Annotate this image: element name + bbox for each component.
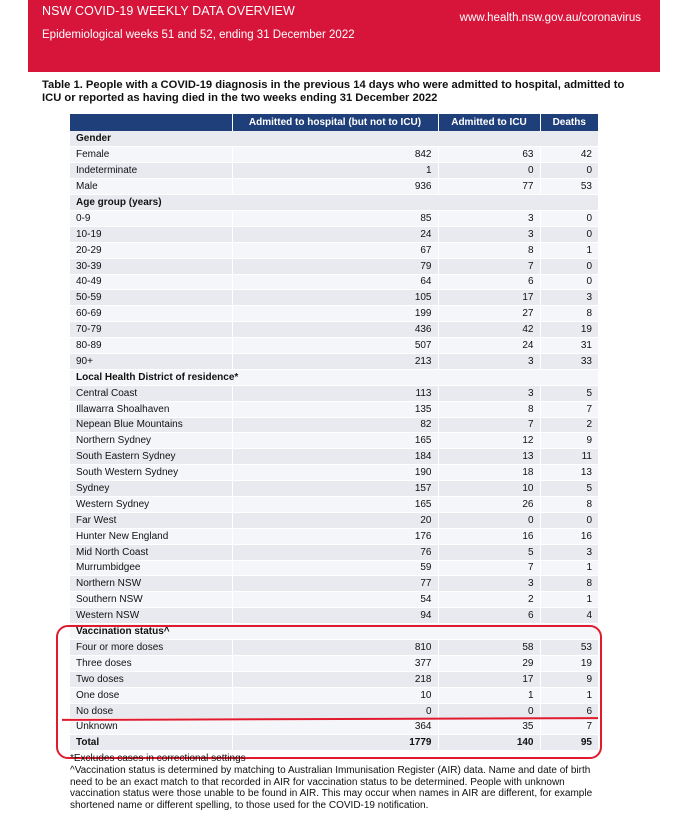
cell-icu: 8: [438, 401, 540, 417]
row-label: Two doses: [70, 671, 232, 687]
row-label: 80-89: [70, 338, 232, 354]
cell-hospital: 364: [232, 719, 438, 735]
cell-deaths: 8: [540, 306, 598, 322]
cell-deaths: 0: [540, 226, 598, 242]
cell-icu: 6: [438, 608, 540, 624]
cell-icu: 3: [438, 353, 540, 369]
row-label: Four or more doses: [70, 640, 232, 656]
row-label: 40-49: [70, 274, 232, 290]
table-total-row: [70, 735, 598, 751]
table-row: [70, 719, 598, 735]
cell-icu: 0: [438, 703, 540, 719]
table-row: [70, 306, 598, 322]
cell-deaths: 7: [540, 719, 598, 735]
column-header-hospital: Admitted to hospital (but not to ICU): [232, 114, 438, 131]
column-header-category: [70, 114, 232, 131]
table-row: [70, 560, 598, 576]
cell-deaths: 4: [540, 608, 598, 624]
row-label: Total: [70, 735, 232, 751]
row-label: Three doses: [70, 655, 232, 671]
row-label: Southern NSW: [70, 592, 232, 608]
table-row: [70, 210, 598, 226]
cell-hospital: 165: [232, 433, 438, 449]
cell-hospital: 82: [232, 417, 438, 433]
table-row: [70, 338, 598, 354]
table-section-row: [70, 369, 598, 385]
cell-hospital: 218: [232, 671, 438, 687]
table-section-row: [70, 131, 598, 147]
row-label: South Eastern Sydney: [70, 449, 232, 465]
cell-deaths: 1: [540, 242, 598, 258]
report-subtitle: Epidemiological weeks 51 and 52, ending 31 December 2022: [42, 29, 355, 41]
cell-hospital: 184: [232, 449, 438, 465]
column-header-deaths: Deaths: [540, 114, 598, 131]
cell-icu: 7: [438, 560, 540, 576]
report-title: NSW COVID-19 WEEKLY DATA OVERVIEW: [42, 4, 295, 18]
row-label: 60-69: [70, 306, 232, 322]
cell-icu: 29: [438, 655, 540, 671]
row-label: South Western Sydney: [70, 465, 232, 481]
table-row: [70, 401, 598, 417]
cell-hospital: 54: [232, 592, 438, 608]
cell-hospital: 165: [232, 496, 438, 512]
cell-icu: 17: [438, 671, 540, 687]
cell-icu: 18: [438, 465, 540, 481]
table-row: [70, 449, 598, 465]
cell-icu: 3: [438, 210, 540, 226]
cell-icu: 17: [438, 290, 540, 306]
table-row: [70, 608, 598, 624]
row-label: Northern Sydney: [70, 433, 232, 449]
cell-hospital: 0: [232, 703, 438, 719]
row-label: Central Coast: [70, 385, 232, 401]
cell-icu: 10: [438, 481, 540, 497]
cell-hospital: 176: [232, 528, 438, 544]
cell-hospital: 157: [232, 481, 438, 497]
row-label: Northern NSW: [70, 576, 232, 592]
table-row: [70, 465, 598, 481]
table-row: [70, 290, 598, 306]
table-row: [70, 481, 598, 497]
cell-hospital: 199: [232, 306, 438, 322]
table-row: [70, 322, 598, 338]
footnotes: [70, 753, 610, 811]
table-row: [70, 353, 598, 369]
cell-deaths: 31: [540, 338, 598, 354]
cell-deaths: 19: [540, 322, 598, 338]
header-banner: [28, 0, 660, 72]
cell-icu: 2: [438, 592, 540, 608]
cell-icu: 6: [438, 274, 540, 290]
cell-deaths: 7: [540, 401, 598, 417]
cell-icu: 13: [438, 449, 540, 465]
table-section-row: [70, 195, 598, 211]
table-row: [70, 274, 598, 290]
section-heading: Vaccination status^: [70, 624, 598, 640]
table-row: [70, 655, 598, 671]
cell-icu: 26: [438, 496, 540, 512]
table-header-row: [70, 114, 598, 131]
cell-icu: 3: [438, 226, 540, 242]
table-row: [70, 687, 598, 703]
cell-hospital: 113: [232, 385, 438, 401]
cell-hospital: 135: [232, 401, 438, 417]
cell-hospital: 79: [232, 258, 438, 274]
cell-deaths: 5: [540, 385, 598, 401]
website-url[interactable]: www.health.nsw.gov.au/coronavirus: [459, 12, 641, 24]
cell-icu: 16: [438, 528, 540, 544]
row-label: Nepean Blue Mountains: [70, 417, 232, 433]
row-label: Western Sydney: [70, 496, 232, 512]
cell-deaths: 9: [540, 433, 598, 449]
cell-icu: 140: [438, 735, 540, 751]
row-label: Mid North Coast: [70, 544, 232, 560]
cell-hospital: 105: [232, 290, 438, 306]
section-heading: Age group (years): [70, 195, 598, 211]
cell-hospital: 20: [232, 512, 438, 528]
cell-deaths: 19: [540, 655, 598, 671]
cell-hospital: 77: [232, 576, 438, 592]
cell-deaths: 13: [540, 465, 598, 481]
cell-deaths: 9: [540, 671, 598, 687]
cell-icu: 12: [438, 433, 540, 449]
cell-deaths: 0: [540, 210, 598, 226]
cell-deaths: 1: [540, 687, 598, 703]
cell-deaths: 1: [540, 560, 598, 576]
section-heading: Local Health District of residence*: [70, 369, 598, 385]
cell-deaths: 11: [540, 449, 598, 465]
cell-deaths: 16: [540, 528, 598, 544]
cell-deaths: 33: [540, 353, 598, 369]
table-row: [70, 433, 598, 449]
row-label: Female: [70, 147, 232, 163]
table-row: [70, 592, 598, 608]
cell-hospital: 1: [232, 163, 438, 179]
cell-hospital: 76: [232, 544, 438, 560]
table-row: [70, 576, 598, 592]
table-row: [70, 703, 598, 719]
row-label: Indeterminate: [70, 163, 232, 179]
cell-icu: 7: [438, 417, 540, 433]
row-label: Hunter New England: [70, 528, 232, 544]
cell-deaths: 2: [540, 417, 598, 433]
table-row: [70, 147, 598, 163]
table-section-row: [70, 624, 598, 640]
footnote-vaccination: ^Vaccination status is determined by matching to Australian Immunisation Register (AIR) data. Name and date of birth need to be an exact match to that recorded in AIR for vaccination status to be determined. People with unknown vaccination status were those unable to be found in AIR. This may occur when names in AIR are different, for example shortened name or different spelling, to those used for the COVID-19 notification.: [70, 765, 593, 811]
table-row: [70, 640, 598, 656]
table-row: [70, 179, 598, 195]
table-row: [70, 226, 598, 242]
cell-icu: 1: [438, 687, 540, 703]
row-label: 20-29: [70, 242, 232, 258]
cell-deaths: 6: [540, 703, 598, 719]
cell-deaths: 3: [540, 290, 598, 306]
cell-hospital: 190: [232, 465, 438, 481]
cell-hospital: 67: [232, 242, 438, 258]
cell-deaths: 53: [540, 640, 598, 656]
cell-icu: 35: [438, 719, 540, 735]
cell-deaths: 8: [540, 496, 598, 512]
cell-hospital: 94: [232, 608, 438, 624]
cell-deaths: 53: [540, 179, 598, 195]
cell-hospital: 436: [232, 322, 438, 338]
cell-deaths: 5: [540, 481, 598, 497]
row-label: Far West: [70, 512, 232, 528]
row-label: Male: [70, 179, 232, 195]
cell-icu: 58: [438, 640, 540, 656]
cell-deaths: 0: [540, 163, 598, 179]
cell-hospital: 810: [232, 640, 438, 656]
row-label: 90+: [70, 353, 232, 369]
cell-hospital: 85: [232, 210, 438, 226]
cell-deaths: 42: [540, 147, 598, 163]
cell-hospital: 59: [232, 560, 438, 576]
cell-icu: 0: [438, 163, 540, 179]
cell-icu: 24: [438, 338, 540, 354]
row-label: Murrumbidgee: [70, 560, 232, 576]
cell-deaths: 95: [540, 735, 598, 751]
row-label: Illawarra Shoalhaven: [70, 401, 232, 417]
table-row: [70, 528, 598, 544]
row-label: Sydney: [70, 481, 232, 497]
row-label: 10-19: [70, 226, 232, 242]
cell-icu: 7: [438, 258, 540, 274]
cell-icu: 42: [438, 322, 540, 338]
table-row: [70, 242, 598, 258]
table-row: [70, 258, 598, 274]
cell-deaths: 0: [540, 258, 598, 274]
footnote-correctional: *Excludes cases in correctional settings: [70, 753, 246, 763]
row-label: No dose: [70, 703, 232, 719]
cell-hospital: 64: [232, 274, 438, 290]
cell-deaths: 1: [540, 592, 598, 608]
table-row: [70, 512, 598, 528]
row-label: Western NSW: [70, 608, 232, 624]
cell-icu: 27: [438, 306, 540, 322]
cell-deaths: 0: [540, 274, 598, 290]
table-row: [70, 385, 598, 401]
cell-icu: 63: [438, 147, 540, 163]
row-label: One dose: [70, 687, 232, 703]
table-row: [70, 671, 598, 687]
table-row: [70, 163, 598, 179]
cell-deaths: 8: [540, 576, 598, 592]
cell-deaths: 3: [540, 544, 598, 560]
row-label: 30-39: [70, 258, 232, 274]
cell-deaths: 0: [540, 512, 598, 528]
cell-icu: 3: [438, 576, 540, 592]
cell-icu: 5: [438, 544, 540, 560]
cell-hospital: 507: [232, 338, 438, 354]
row-label: 50-59: [70, 290, 232, 306]
cell-icu: 3: [438, 385, 540, 401]
data-table: [70, 114, 598, 751]
row-label: 0-9: [70, 210, 232, 226]
table-caption: Table 1. People with a COVID-19 diagnosis in the previous 14 days who were admitted to hospital, admitted to ICU or reported as having died in the two weeks ending 31 December 2022: [42, 79, 625, 104]
cell-icu: 77: [438, 179, 540, 195]
column-header-icu: Admitted to ICU: [438, 114, 540, 131]
cell-hospital: 377: [232, 655, 438, 671]
cell-hospital: 936: [232, 179, 438, 195]
cell-hospital: 842: [232, 147, 438, 163]
cell-icu: 0: [438, 512, 540, 528]
cell-hospital: 24: [232, 226, 438, 242]
cell-hospital: 10: [232, 687, 438, 703]
table-row: [70, 417, 598, 433]
cell-icu: 8: [438, 242, 540, 258]
row-label: Unknown: [70, 719, 232, 735]
row-label: 70-79: [70, 322, 232, 338]
table-row: [70, 544, 598, 560]
section-heading: Gender: [70, 131, 598, 147]
table-row: [70, 496, 598, 512]
cell-hospital: 1779: [232, 735, 438, 751]
cell-hospital: 213: [232, 353, 438, 369]
table-body: [70, 131, 598, 751]
